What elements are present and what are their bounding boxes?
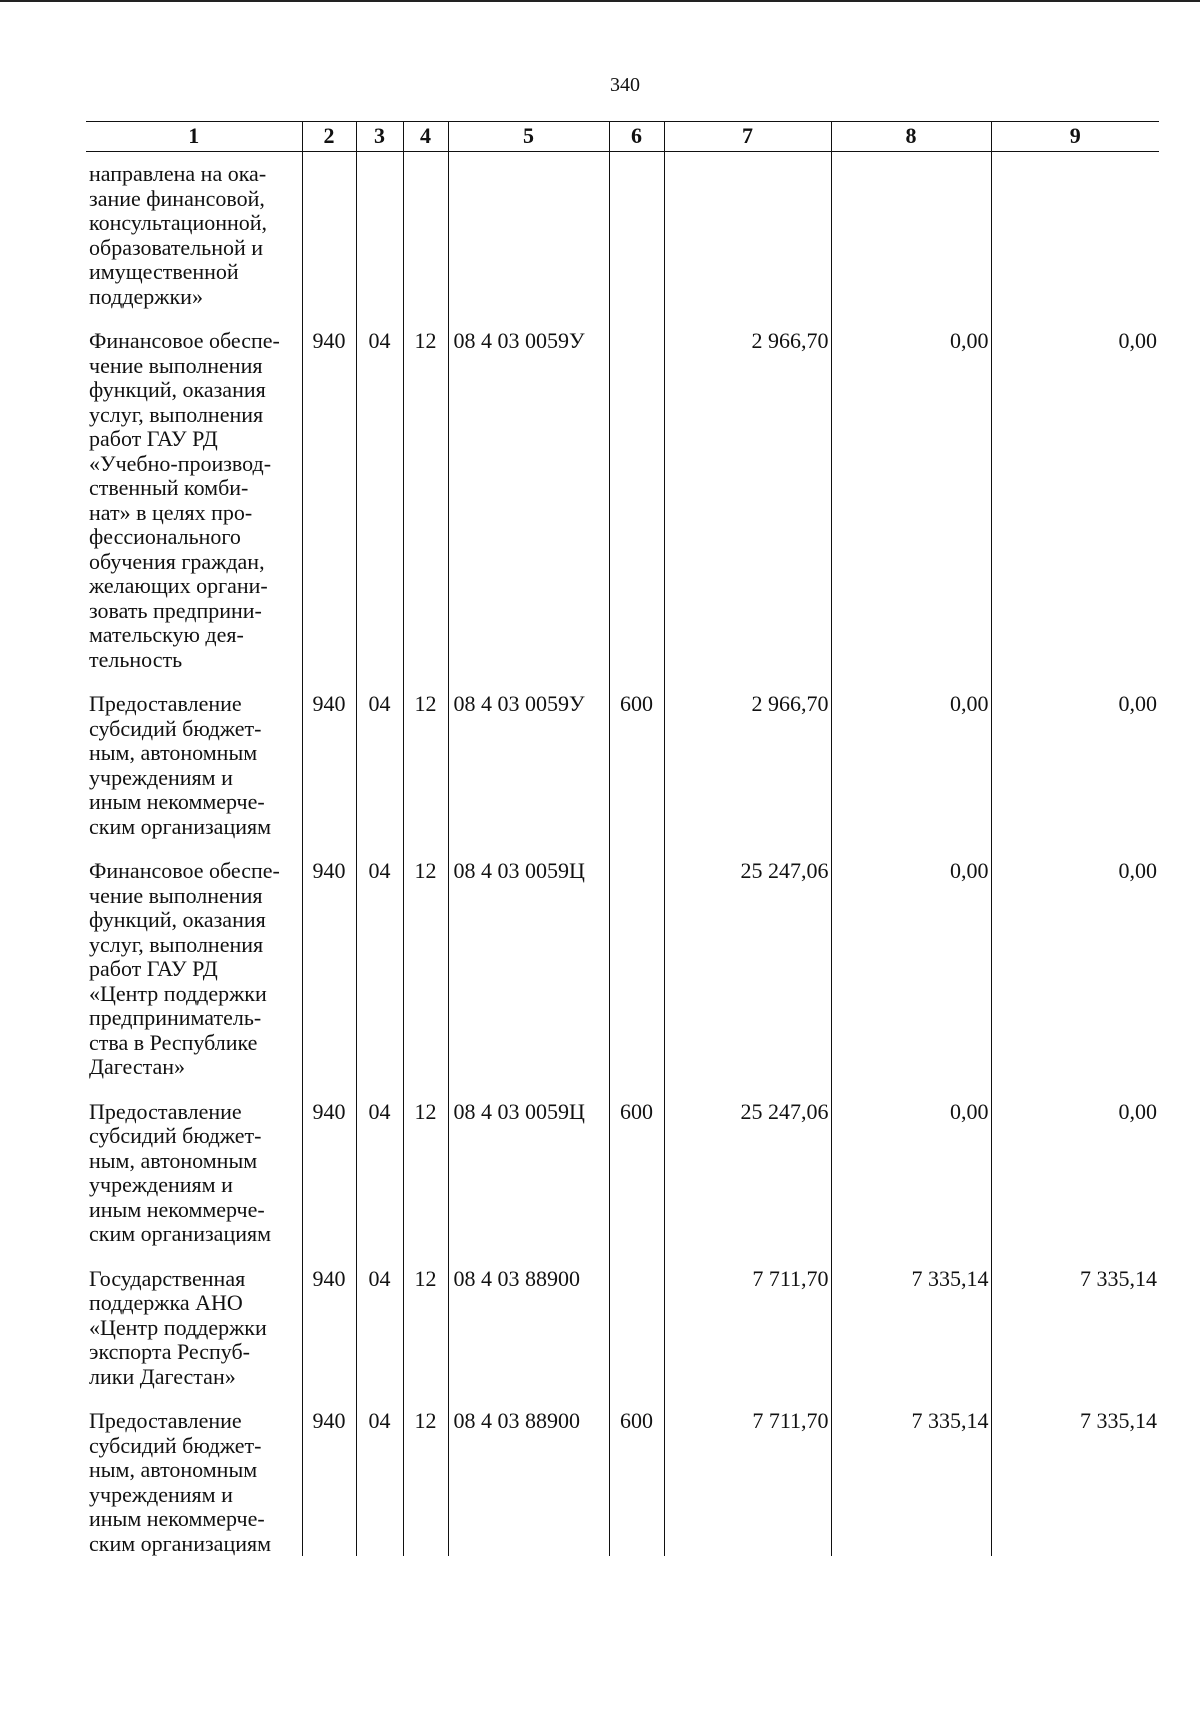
description-line: услуг, выполнения: [89, 931, 264, 957]
amount-year1-cell: [664, 152, 831, 310]
expense-type-cell: 600: [609, 1080, 664, 1247]
row-description: [86, 309, 302, 672]
description-line: фессионального: [89, 524, 241, 549]
row-description: [86, 1247, 302, 1390]
description-line: иным некоммерче-: [89, 1196, 265, 1222]
description-line: мательскую дея-: [89, 622, 244, 647]
amount-year1-cell: 2 966,70: [664, 309, 831, 672]
description-line: нат» в целях про-: [89, 499, 253, 525]
description-line: желающих органи-: [89, 573, 268, 598]
column-header: 8: [831, 122, 991, 152]
description-line: зание финансовой,: [89, 185, 265, 211]
target-article-cell: 08 4 03 88900: [448, 1389, 609, 1556]
description-line: субсидий бюджет-: [89, 1432, 262, 1458]
section-code-cell: 04: [356, 839, 403, 1080]
amount-year3-cell: 0,00: [991, 309, 1159, 672]
section-code-cell: 04: [356, 672, 403, 839]
expense-type-cell: [609, 839, 664, 1080]
amount-year3-cell: 7 335,14: [991, 1389, 1159, 1556]
description-line: чение выполнения: [89, 352, 263, 378]
ministry-code-cell: 940: [302, 1080, 356, 1247]
description-line: направлена на ока-: [89, 161, 267, 186]
row-description: [86, 1080, 302, 1247]
target-article-cell: 08 4 03 0059Ц: [448, 1080, 609, 1247]
amount-year3-cell: [991, 152, 1159, 310]
amount-year2-cell: [831, 152, 991, 310]
description-line: учреждениям и: [89, 1172, 233, 1197]
expense-type-cell: 600: [609, 672, 664, 839]
description-line: ства в Республике: [89, 1029, 258, 1055]
description-line: поддержка АНО: [89, 1290, 243, 1315]
subsection-code-cell: 12: [403, 672, 448, 839]
description-line: Предоставление: [89, 1408, 242, 1433]
subsection-code-cell: 12: [403, 839, 448, 1080]
description-line: работ ГАУ РД: [89, 956, 218, 981]
amount-year2-cell: 7 335,14: [831, 1389, 991, 1556]
column-header: 6: [609, 122, 664, 152]
description-line: предприниматель-: [89, 1005, 262, 1030]
amount-year3-cell: 0,00: [991, 839, 1159, 1080]
column-header: 7: [664, 122, 831, 152]
target-article-cell: [448, 152, 609, 310]
expense-type-cell: [609, 309, 664, 672]
description-line: экспорта Респуб-: [89, 1339, 251, 1364]
description-line: ственный комби-: [89, 475, 249, 500]
description-line: тельность: [89, 646, 183, 672]
row-description: [86, 672, 302, 839]
description-line: учреждениям и: [89, 1481, 233, 1507]
amount-year2-cell: 0,00: [831, 1080, 991, 1247]
description-line: иным некоммерче-: [89, 1506, 265, 1531]
description-line: работ ГАУ РД: [89, 426, 218, 451]
table-row: [86, 309, 1159, 672]
amount-year2-cell: 7 335,14: [831, 1247, 991, 1390]
row-description: [86, 839, 302, 1080]
expense-type-cell: [609, 1247, 664, 1390]
description-line: «Центр поддержки: [89, 1314, 267, 1340]
description-line: услуг, выполнения: [89, 401, 264, 427]
column-header: 9: [991, 122, 1159, 152]
description-line: зовать предприни-: [89, 597, 262, 623]
amount-year3-cell: 7 335,14: [991, 1247, 1159, 1390]
description-line: ским организациям: [89, 1530, 272, 1556]
ministry-code-cell: 940: [302, 309, 356, 672]
amount-year2-cell: 0,00: [831, 839, 991, 1080]
amount-year1-cell: 7 711,70: [664, 1247, 831, 1390]
description-line: «Учебно-производ-: [89, 450, 272, 476]
description-line: функций, оказания: [89, 907, 266, 932]
table-row: [86, 1389, 1159, 1556]
description-line: ным, автономным: [89, 740, 258, 765]
expense-type-cell: [609, 152, 664, 310]
description-line: Предоставление: [89, 1098, 242, 1124]
subsection-code-cell: 12: [403, 309, 448, 672]
description-line: поддержки»: [89, 283, 203, 309]
description-line: консультационной,: [89, 210, 268, 235]
description-line: учреждениям и: [89, 764, 233, 790]
table-row: [86, 1247, 1159, 1390]
description-line: Предоставление: [89, 691, 242, 716]
table-row: [86, 152, 1159, 310]
amount-year2-cell: 0,00: [831, 672, 991, 839]
description-line: Дагестан»: [89, 1054, 186, 1079]
section-code-cell: 04: [356, 309, 403, 672]
section-code-cell: [356, 152, 403, 310]
subsection-code-cell: 12: [403, 1389, 448, 1556]
subsection-code-cell: 12: [403, 1247, 448, 1390]
table-body: [86, 152, 1159, 1557]
column-header: 2: [302, 122, 356, 152]
ministry-code-cell: 940: [302, 839, 356, 1080]
description-line: ным, автономным: [89, 1147, 258, 1173]
description-line: обучения граждан,: [89, 548, 265, 574]
description-line: ским организациям: [89, 1221, 272, 1246]
description-line: субсидий бюджет-: [89, 1123, 262, 1148]
target-article-cell: 08 4 03 0059У: [448, 309, 609, 672]
description-line: лики Дагестан»: [89, 1363, 236, 1389]
subsection-code-cell: 12: [403, 1080, 448, 1247]
description-line: Финансовое обеспе-: [89, 858, 280, 883]
column-number-header: [86, 122, 1159, 152]
table-row: [86, 672, 1159, 839]
target-article-cell: 08 4 03 0059Ц: [448, 839, 609, 1080]
description-line: Финансовое обеспе-: [89, 328, 280, 353]
description-line: имущественной: [89, 259, 239, 284]
description-line: ским организациям: [89, 813, 272, 839]
amount-year2-cell: 0,00: [831, 309, 991, 672]
amount-year1-cell: 25 247,06: [664, 839, 831, 1080]
budget-table: [86, 121, 1159, 1556]
ministry-code-cell: 940: [302, 672, 356, 839]
amount-year3-cell: 0,00: [991, 672, 1159, 839]
table-row: [86, 1080, 1159, 1247]
ministry-code-cell: 940: [302, 1389, 356, 1556]
target-article-cell: 08 4 03 0059У: [448, 672, 609, 839]
description-line: функций, оказания: [89, 377, 266, 402]
ministry-code-cell: 940: [302, 1247, 356, 1390]
section-code-cell: 04: [356, 1247, 403, 1390]
section-code-cell: 04: [356, 1080, 403, 1247]
table-row: [86, 839, 1159, 1080]
column-header: 3: [356, 122, 403, 152]
target-article-cell: 08 4 03 88900: [448, 1247, 609, 1390]
description-line: образовательной и: [89, 234, 264, 260]
description-line: чение выполнения: [89, 882, 263, 908]
description-line: иным некоммерче-: [89, 789, 265, 814]
amount-year3-cell: 0,00: [991, 1080, 1159, 1247]
subsection-code-cell: [403, 152, 448, 310]
amount-year1-cell: 7 711,70: [664, 1389, 831, 1556]
description-line: ным, автономным: [89, 1457, 258, 1482]
page-number: 340: [610, 74, 640, 96]
column-header: 1: [86, 122, 302, 152]
row-description: [86, 152, 302, 310]
description-line: Государственная: [89, 1265, 246, 1291]
top-edge-rule: [0, 0, 1200, 2]
amount-year1-cell: 25 247,06: [664, 1080, 831, 1247]
amount-year1-cell: 2 966,70: [664, 672, 831, 839]
ministry-code-cell: [302, 152, 356, 310]
description-line: субсидий бюджет-: [89, 715, 262, 741]
column-header: 4: [403, 122, 448, 152]
row-description: [86, 1389, 302, 1556]
section-code-cell: 04: [356, 1389, 403, 1556]
column-header: 5: [448, 122, 609, 152]
expense-type-cell: 600: [609, 1389, 664, 1556]
description-line: «Центр поддержки: [89, 980, 267, 1006]
